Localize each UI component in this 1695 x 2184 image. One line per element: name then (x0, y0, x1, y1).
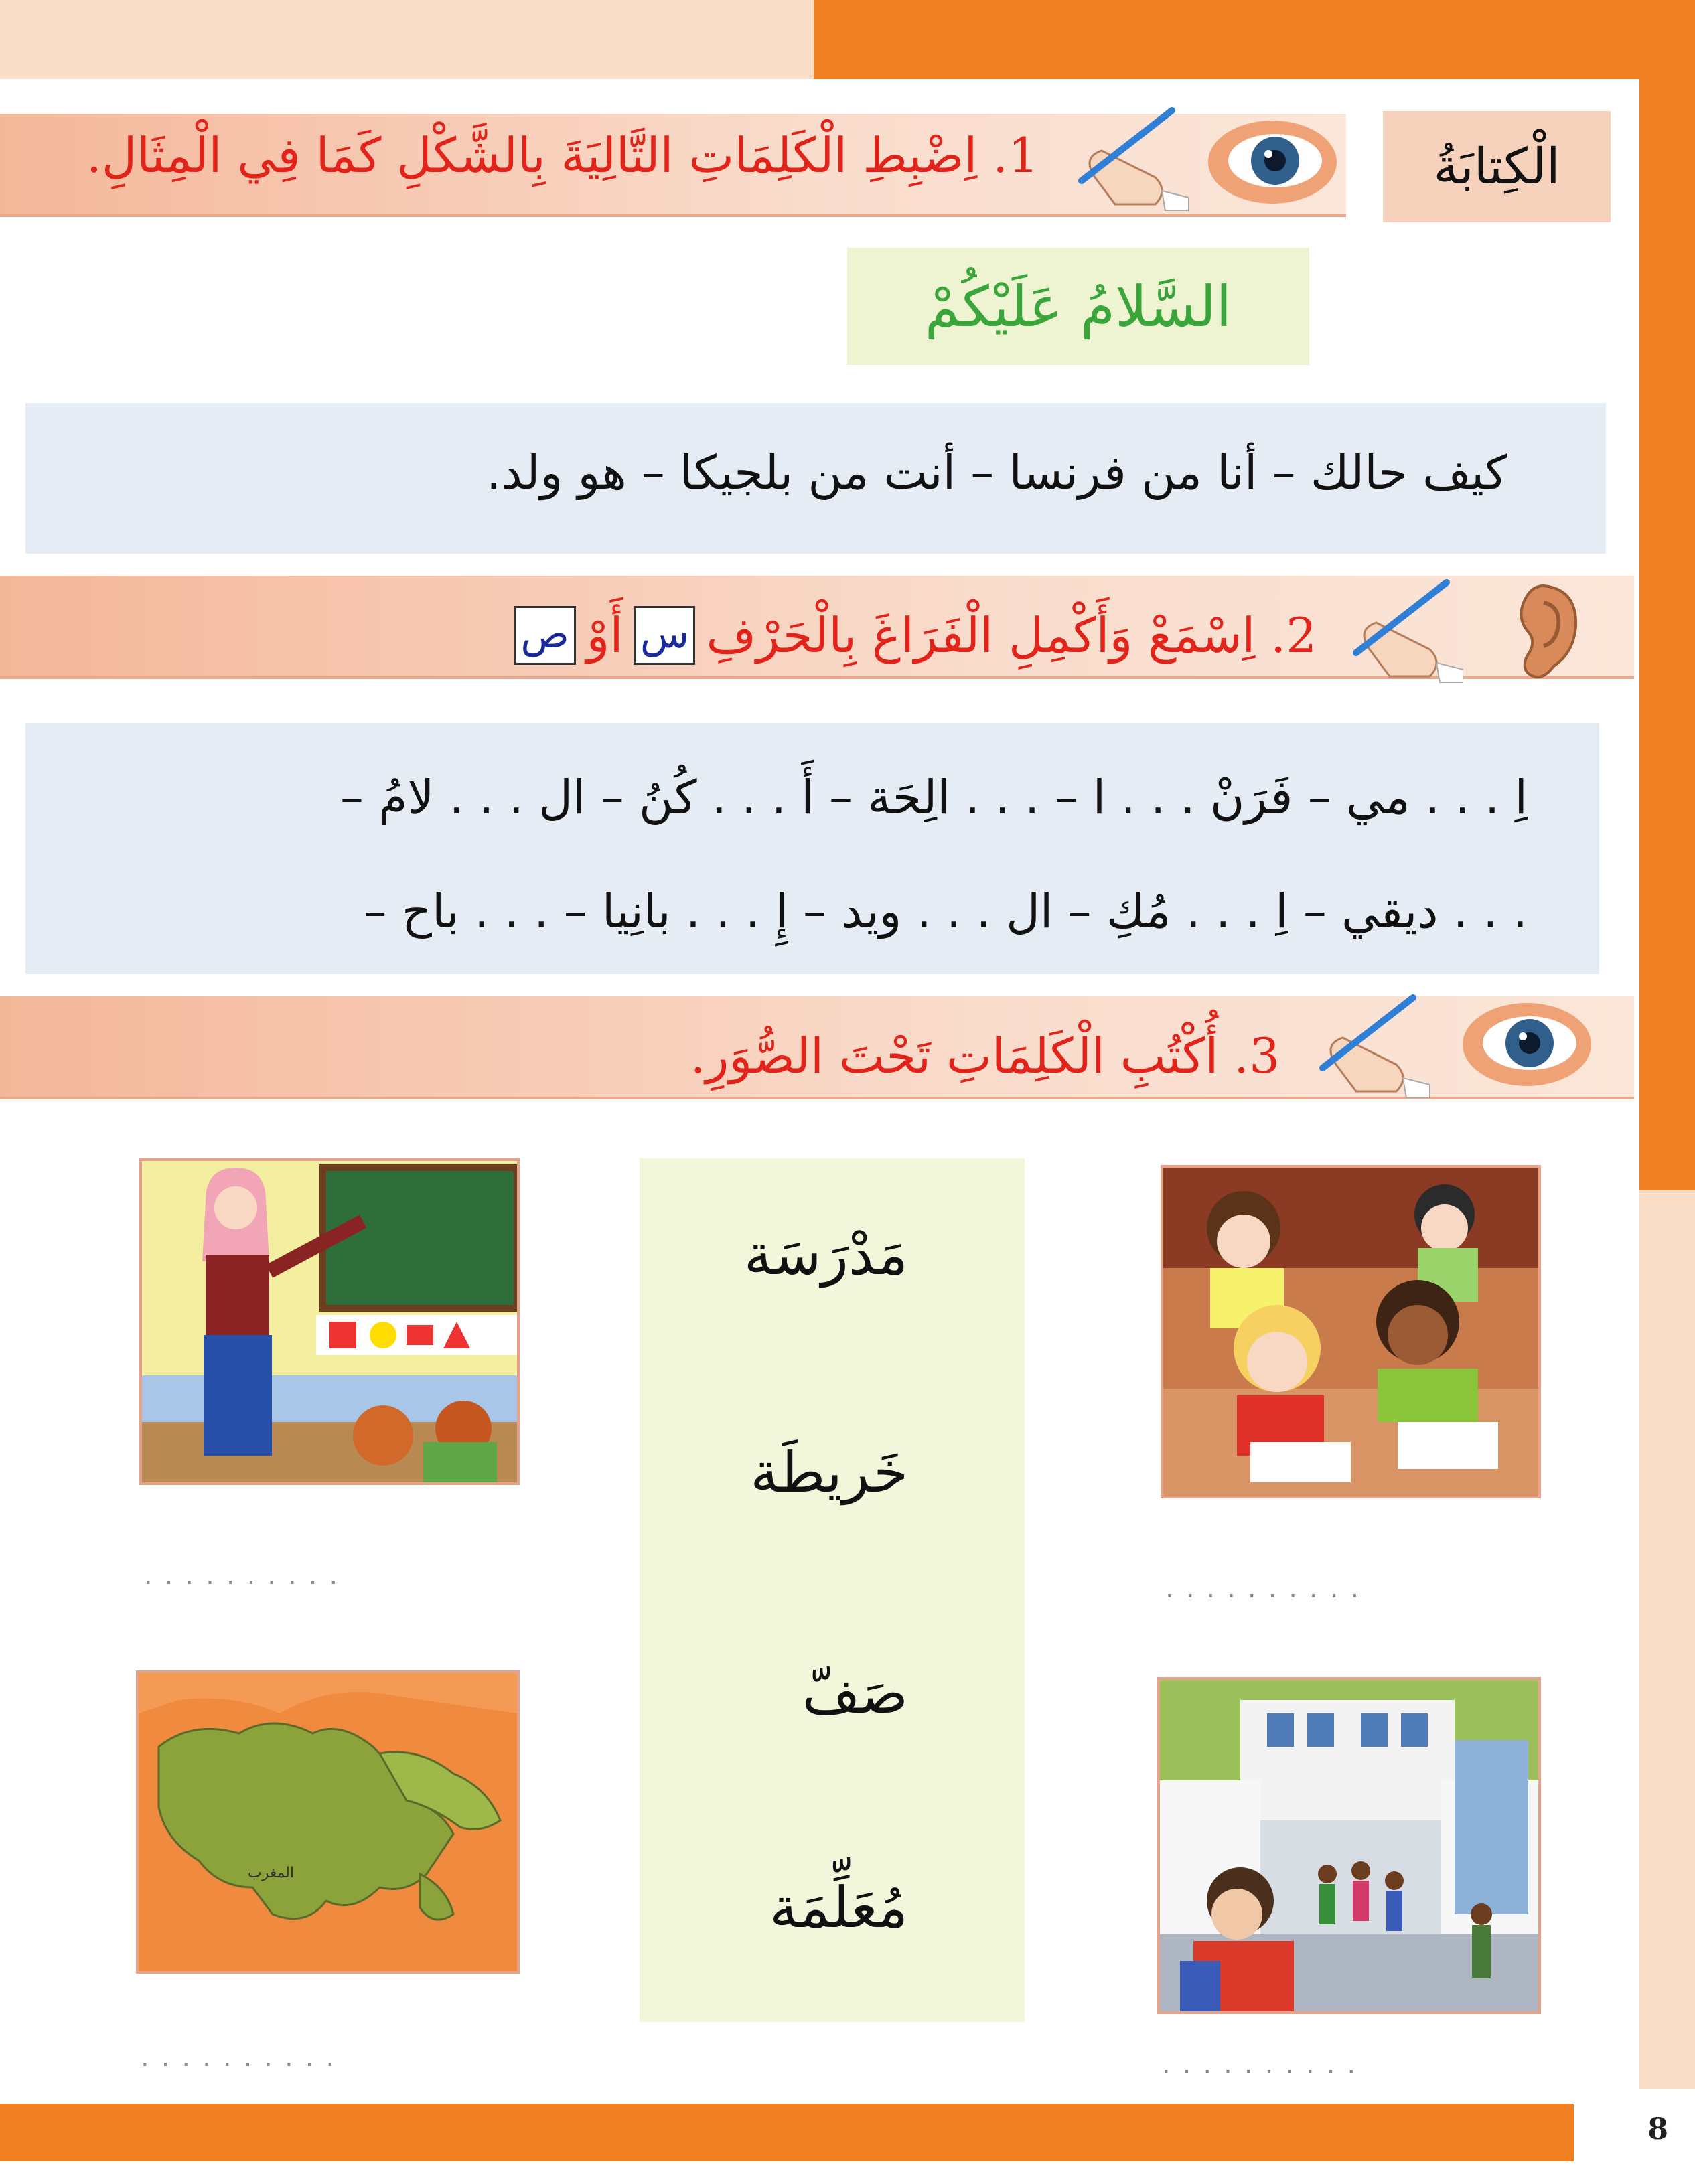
eye-icon (1460, 998, 1594, 1094)
letter-sad-box: ص (514, 606, 576, 665)
ear-icon (1497, 579, 1584, 689)
or-word: أَوْ (586, 607, 623, 664)
page-number: 8 (1647, 2112, 1668, 2147)
map-picture (136, 1670, 520, 1974)
map-label: المغرب (248, 1865, 294, 1881)
top-band-orange (814, 0, 1695, 79)
bottom-band-orange (0, 2104, 1574, 2161)
top-band-peach (0, 0, 814, 79)
pen-hand-icon (1296, 984, 1430, 1101)
word-saff: صَفّ (802, 1660, 908, 1726)
exercise2-instruction (510, 606, 1317, 665)
answer-line-map: .......... (141, 2042, 347, 2073)
word-madrasa: مَدْرَسَة (743, 1222, 908, 1288)
teacher-picture (139, 1158, 520, 1485)
classroom-picture (1161, 1165, 1541, 1498)
answer-line-teacher: .......... (144, 1560, 350, 1591)
letter-sin-box: س (634, 606, 695, 665)
section-title: الْكِتابَةُ (1383, 111, 1611, 222)
exercise2-line-1: اِ . . . مي – فَرَنْ . . . ا – . . . الِحَة – أَ . . . كُنُ – ال . . . لامُ – (340, 770, 1528, 825)
exercise2-line-2: . . . ديقي – اِ . . . مُكِ – ال . . . ويد – إِ . . . بانِيا – . . . باح – (363, 884, 1528, 939)
exercise1-example: السَّلامُ عَلَيْكُمْ (847, 248, 1309, 365)
exercise3-instruction: 3. أُكْتُبِ الْكَلِمَاتِ تَحْتَ الصُّوَرِ. (690, 1028, 1280, 1084)
right-strip-orange (1639, 79, 1695, 1190)
answer-line-classroom: .......... (1165, 1573, 1372, 1604)
exercise1-instruction: 1. اِضْبِطِ الْكَلِمَاتِ التَّالِيَةَ بِالشَّكْلِ كَمَا فِي الْمِثَالِ. (86, 127, 1039, 183)
word-muallima: مُعَلِّمَة (769, 1875, 908, 1940)
pen-hand-icon (1329, 569, 1463, 686)
answer-line-school-yard: .......... (1162, 2049, 1368, 2080)
word-khareeta: خَريطَة (750, 1439, 908, 1505)
pen-hand-icon (1055, 97, 1189, 214)
right-strip-peach (1639, 1190, 1695, 2184)
exercise2-instruction-text: 2. اِسْمَعْ وَأَكْمِلِ الْفَرَاغَ بِالْحَرْفِ (706, 607, 1317, 664)
eye-icon (1205, 115, 1339, 212)
school-yard-picture (1157, 1677, 1541, 2014)
exercise1-line: كيف حالك – أنا من فرنسا – أنت من بلجيكا – هو ولد. (486, 445, 1507, 500)
